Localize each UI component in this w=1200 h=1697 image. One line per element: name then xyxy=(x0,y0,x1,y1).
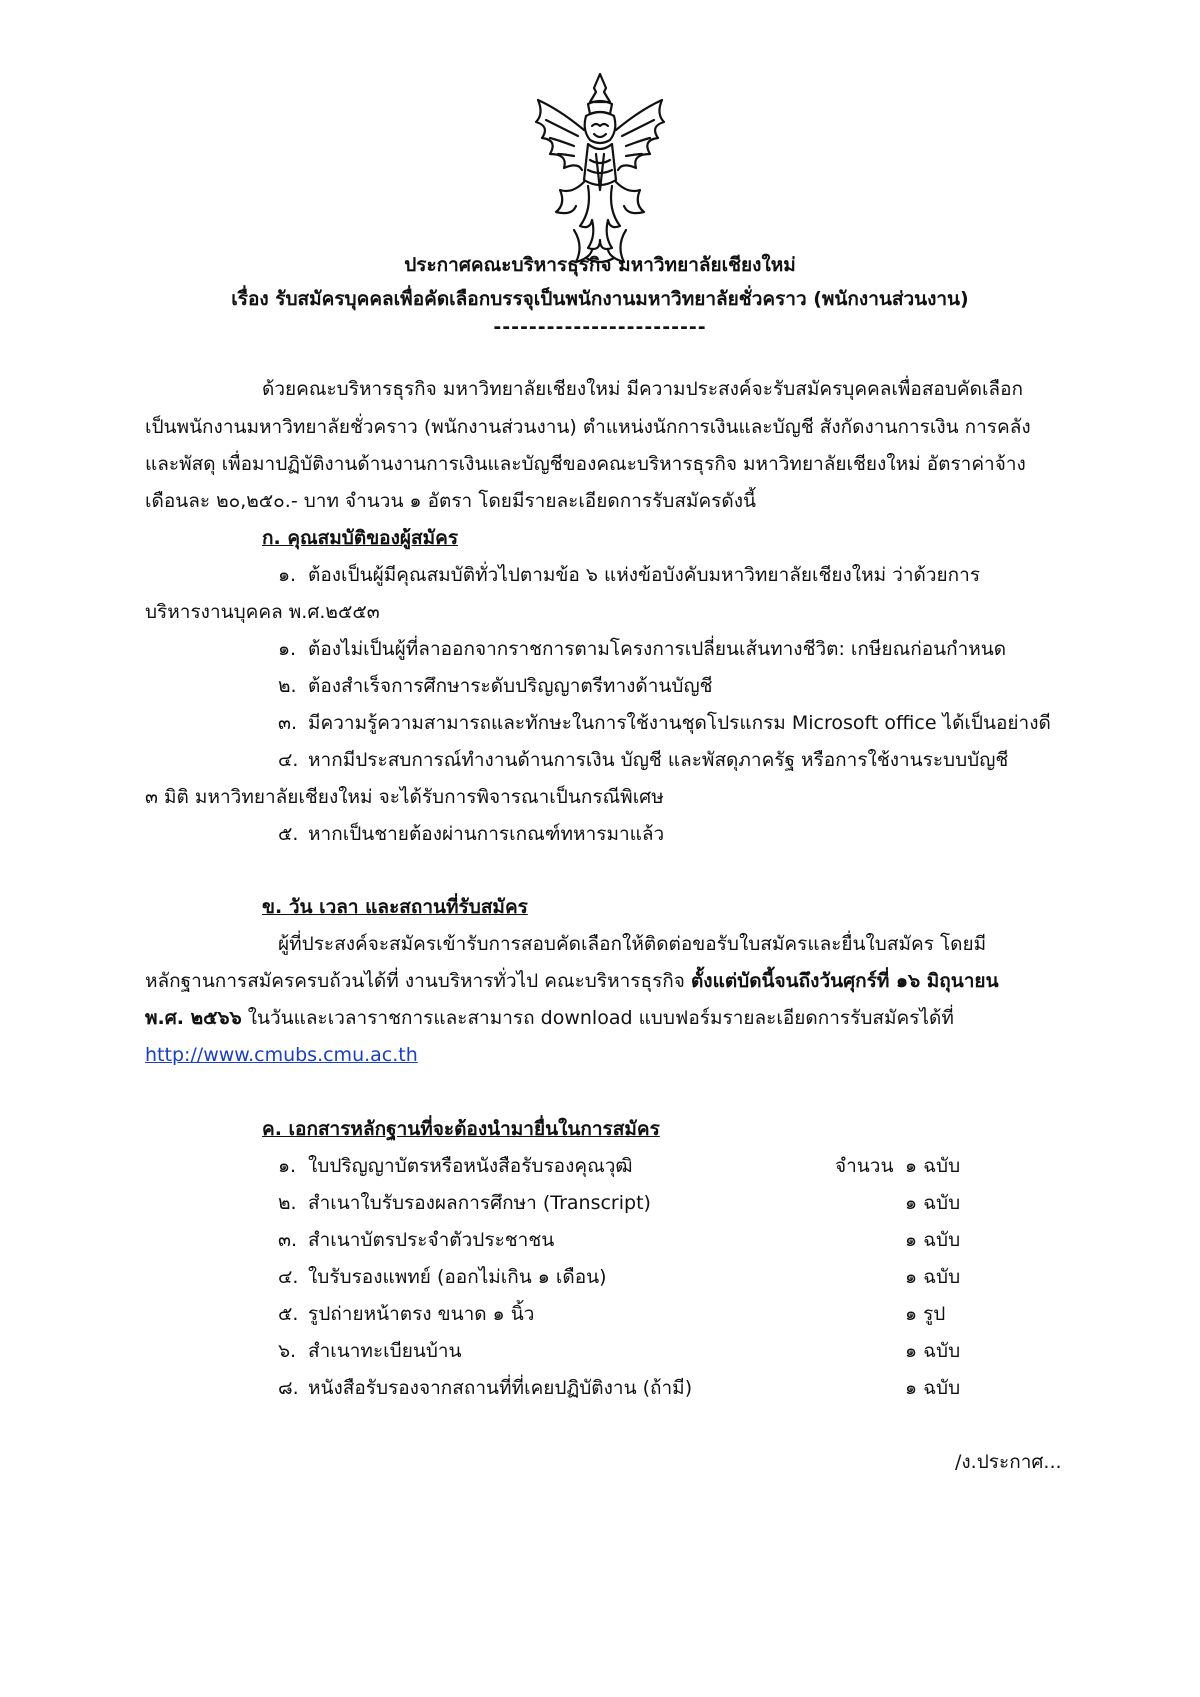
item-number: ๔. xyxy=(278,1266,299,1288)
document-quantity: ๑ ฉบับ xyxy=(905,1192,961,1214)
item-text: ต้องสำเร็จการศึกษาระดับปริญญาตรีทางด้านบัญชี xyxy=(308,675,713,697)
list-item-continuation: ๓ มิติ มหาวิทยาลัยเชียงใหม่ จะได้รับการพิจารณาเป็นกรณีพิเศษ xyxy=(145,786,664,808)
section-a-general-line-1 xyxy=(278,558,980,592)
item-number: ๕. xyxy=(278,1303,299,1325)
document-item xyxy=(278,1260,607,1294)
item-text: ใบรับรองแพทย์ (ออกไม่เกิน ๑ เดือน) xyxy=(308,1266,607,1288)
item-number: ๖. xyxy=(278,1340,297,1362)
item-text: สำเนาทะเบียนบ้าน xyxy=(308,1340,462,1362)
document-item xyxy=(278,1223,554,1257)
application-deadline-year: พ.ศ. ๒๕๖๖ xyxy=(145,1007,242,1029)
item-number: ๔. xyxy=(278,749,299,771)
document-quantity: ๑ ฉบับ xyxy=(905,1266,961,1288)
section-b-line-1: ผู้ที่ประสงค์จะสมัครเข้ารับการสอบคัดเลือกให้ติดต่อขอรับใบสมัครและยื่นใบสมัคร โดยมี xyxy=(278,933,987,955)
document-item xyxy=(278,1371,692,1405)
document-quantity: ๑ ฉบับ xyxy=(905,1377,961,1399)
list-item xyxy=(278,706,1051,740)
item-text: หนังสือรับรองจากสถานที่ที่เคยปฏิบัติงาน (ถ้ามี) xyxy=(308,1377,693,1399)
document-item xyxy=(278,1334,462,1368)
document-item xyxy=(278,1186,651,1220)
garuda-emblem-icon xyxy=(530,70,670,270)
website-link[interactable]: http://www.cmubs.cmu.ac.th xyxy=(145,1044,418,1066)
item-text: ต้องไม่เป็นผู้ที่ลาออกจากราชการตามโครงการเปลี่ยนเส้นทางชีวิต: เกษียณก่อนกำหนด xyxy=(308,638,1007,660)
item-text: สำเนาบัตรประจำตัวประชาชน xyxy=(308,1229,555,1251)
list-item xyxy=(278,669,713,703)
item-text: สำเนาใบรับรองผลการศึกษา (Transcript) xyxy=(308,1192,651,1214)
section-a-general-line-2: บริหารงานบุคคล พ.ศ.๒๕๕๓ xyxy=(145,601,380,623)
page-continuation: /ง.ประกาศ... xyxy=(955,1451,1062,1473)
section-b-line-3 xyxy=(145,1001,954,1035)
item-text: ใบปริญญาบัตรหรือหนังสือรับรองคุณวุฒิ xyxy=(308,1155,633,1177)
quantity-prefix: จำนวน xyxy=(835,1155,894,1177)
item-number: ๘. xyxy=(278,1377,299,1399)
document-quantity: ๑ ฉบับ xyxy=(905,1229,961,1251)
list-item xyxy=(278,743,1008,777)
item-number: ๒. xyxy=(278,1192,297,1214)
announcement-subject: เรื่อง รับสมัครบุคคลเพื่อคัดเลือกบรรจุเป็นพนักงานมหาวิทยาลัยชั่วคราว (พนักงานส่วนงาน) xyxy=(231,288,969,310)
item-text: ต้องเป็นผู้มีคุณสมบัติทั่วไปตามข้อ ๖ แห่งข้อบังคับมหาวิทยาลัยเชียงใหม่ ว่าด้วยการ xyxy=(308,564,981,586)
intro-line-2: เป็นพนักงานมหาวิทยาลัยชั่วคราว (พนักงานส่วนงาน) ตำแหน่งนักการเงินและบัญชี สังกัดงานการเงิน การคลัง xyxy=(145,416,1031,438)
section-c-heading: ค. เอกสารหลักฐานที่จะต้องนำมายื่นในการสมัคร xyxy=(262,1118,660,1140)
section-b-line-3-text: ในวันและเวลาราชการและสามารถ download แบบฟอร์มรายละเอียดการรับสมัครได้ที่ xyxy=(241,1007,954,1029)
document-item xyxy=(278,1149,633,1183)
item-text: รูปถ่ายหน้าตรง ขนาด ๑ นิ้ว xyxy=(308,1303,535,1325)
list-item xyxy=(278,632,1006,666)
item-text: มีความรู้ความสามารถและทักษะในการใช้งานชุดโปรแกรม Microsoft office ได้เป็นอย่างดี xyxy=(308,712,1051,734)
item-text: หากมีประสบการณ์ทำงานด้านการเงิน บัญชี และพัสดุภาครัฐ หรือการใช้งานระบบบัญชี xyxy=(308,749,1009,771)
document-quantity: ๑ ฉบับ xyxy=(905,1340,961,1362)
item-number: ๓. xyxy=(278,1229,298,1251)
intro-line-1: ด้วยคณะบริหารธุรกิจ มหาวิทยาลัยเชียงใหม่ มีความประสงค์จะรับสมัครบุคคลเพื่อสอบคัดเลือก xyxy=(262,378,1023,400)
item-number: ๑. xyxy=(278,564,297,586)
announcement-title: ประกาศคณะบริหารธุรกิจ มหาวิทยาลัยเชียงใหม่ xyxy=(404,254,796,276)
intro-line-4: เดือนละ ๒๐,๒๕๐.- บาท จำนวน ๑ อัตรา โดยมีรายละเอียดการรับสมัครดังนี้ xyxy=(145,490,756,512)
item-number: ๑. xyxy=(278,1155,297,1177)
document-item xyxy=(278,1297,534,1331)
section-a-heading: ก. คุณสมบัติของผู้สมัคร xyxy=(262,527,459,549)
item-number: ๒. xyxy=(278,675,297,697)
item-number: ๑. xyxy=(278,638,297,660)
application-deadline: ตั้งแต่บัดนี้จนถึงวันศุกร์ที่ ๑๖ มิถุนายน xyxy=(690,970,999,992)
section-b-line-2-text: หลักฐานการสมัครครบถ้วนได้ที่ งานบริหารทั่วไป คณะบริหารธุรกิจ xyxy=(145,970,691,992)
section-b-heading: ข. วัน เวลา และสถานที่รับสมัคร xyxy=(262,896,528,918)
header-divider: ------------------------ xyxy=(493,316,707,338)
item-text: หากเป็นชายต้องผ่านการเกณฑ์ทหารมาแล้ว xyxy=(308,823,665,845)
section-b-line-2 xyxy=(145,964,999,998)
intro-line-3: และพัสดุ เพื่อมาปฏิบัติงานด้านงานการเงินและบัญชีของคณะบริหารธุรกิจ มหาวิทยาลัยเชียงใหม่ อัตราค่าจ้าง xyxy=(145,453,1026,475)
item-number: ๕. xyxy=(278,823,299,845)
document-quantity: ๑ รูป xyxy=(905,1303,946,1325)
document-quantity: ๑ ฉบับ xyxy=(905,1155,961,1177)
list-item xyxy=(278,817,664,851)
item-number: ๓. xyxy=(278,712,298,734)
